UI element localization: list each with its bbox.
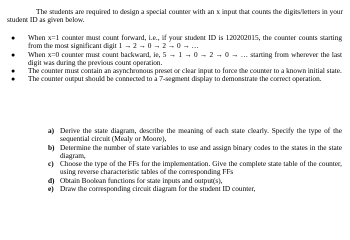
requirement-text: When x=1 counter must count forward, i.e., if your student ID is 120202015, the counter counts starting from the most significant digit 1 → 2 → 0 → 2 → 0 → … bbox=[28, 33, 342, 51]
requirements-list bbox=[0, 34, 342, 84]
intro-paragraph bbox=[7, 8, 343, 25]
task-text: Draw the corresponding circuit diagram for the student ID counter, bbox=[60, 184, 256, 194]
task-text: Determine the number of state variables to use and assign binary codes to the states in the state diagram, bbox=[60, 142, 342, 160]
task-text: Obtain Boolean functions for state inputs and output(s), bbox=[60, 175, 223, 185]
task-text: Choose the type of the FFs for the implementation. Give the complete state table of the counter, using reverse characteristic tables of the corresponding FFs bbox=[60, 159, 342, 177]
bullet-icon: ● bbox=[11, 75, 16, 84]
task-list bbox=[0, 127, 342, 193]
task-item bbox=[48, 142, 342, 161]
requirement-item bbox=[11, 49, 342, 68]
task-marker: b) bbox=[48, 142, 55, 152]
task-item bbox=[48, 159, 342, 177]
requirement-text: The counter must contain an asynchronous preset or clear input to force the counter to a known initial state. bbox=[28, 66, 342, 76]
task-marker: d) bbox=[48, 175, 55, 185]
requirement-text: When x=0 counter must count backward, ie, 5 → 1 → 0 → 2 → 0 → … starting from wherever the last digit was during the previous count operation. bbox=[28, 49, 342, 67]
task-marker: c) bbox=[48, 159, 54, 169]
requirement-item bbox=[11, 33, 342, 51]
intro-text: The students are required to design a special counter with an x input that counts the digits/letters in your student ID as given below. bbox=[7, 7, 343, 25]
task-item bbox=[48, 126, 342, 144]
task-text: Derive the state diagram, describe the meaning of each state clearly. Specify the type of the sequential circuit (Mealy or Moore), bbox=[60, 126, 342, 144]
bullet-icon: ● bbox=[11, 50, 16, 59]
requirement-item bbox=[11, 74, 342, 84]
bullet-icon: ● bbox=[11, 34, 16, 42]
task-item bbox=[48, 184, 342, 194]
task-marker: e) bbox=[48, 184, 54, 194]
requirement-text: The counter output should be connected to a 7-segment display to demonstrate the correct operation. bbox=[28, 74, 322, 84]
bullet-icon: ● bbox=[11, 67, 16, 76]
task-marker: a) bbox=[48, 126, 55, 135]
